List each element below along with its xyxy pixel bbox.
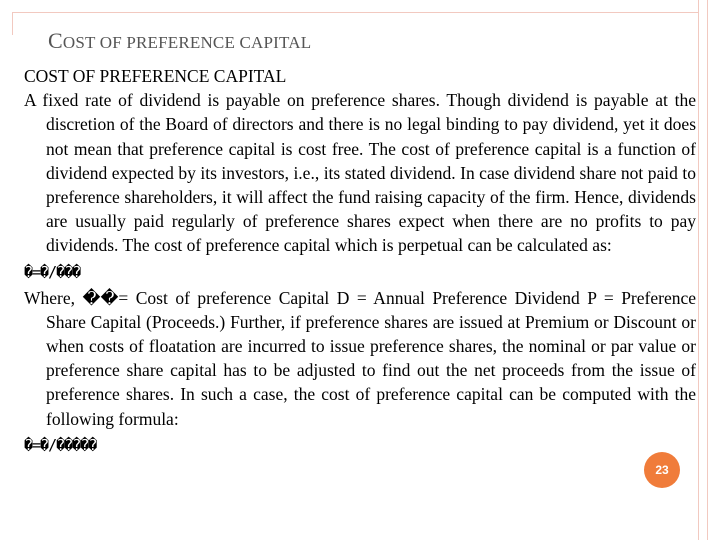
- slide-title: [48, 28, 311, 54]
- section-heading: COST OF PREFERENCE CAPITAL: [24, 66, 287, 86]
- slide-title-initial: C: [48, 28, 63, 53]
- decorative-frame-right: [698, 0, 708, 540]
- formula-adjusted-text: �=�/�����: [24, 435, 97, 454]
- page-number: 23: [655, 463, 669, 477]
- paragraph-where: Where, ��= Cost of preference Capital D = Annual Preference Dividend P = Preference Share Capital (Proceeds.) Further, if preference shares are issued at Premium or Discount or when costs of floatation are incurred to issue preference shares, the nominal or par value or preference share capital has to be adjusted to find out the net proceeds from the issue of preference shares. In such a case, the cost of preference capital can be computed with the following formula:: [24, 287, 696, 429]
- formula-basic-text: �=�/���: [24, 262, 81, 281]
- page-number-badge: [644, 452, 680, 488]
- slide-title-rest: OST OF PREFERENCE CAPITAL: [62, 33, 312, 52]
- formula-adjusted: [24, 433, 696, 457]
- slide-content: [24, 64, 696, 459]
- formula-basic: [24, 260, 696, 284]
- paragraph-intro: A fixed rate of dividend is payable on preference shares. Though dividend is payable at the discretion of the Board of directors and there is no legal binding to pay dividend, yet it does not mean that preference capital is cost free. The cost of preference capital is a function of dividend expected by its investors, i.e., its stated dividend. In case dividend share not paid to preference shareholders, it will affect the fund raising capacity of the firm. Hence, dividends are usually paid regularly of preference shares expect when there are no profits to pay dividends. The cost of preference capital which is perpetual can be calculated as:: [24, 90, 696, 256]
